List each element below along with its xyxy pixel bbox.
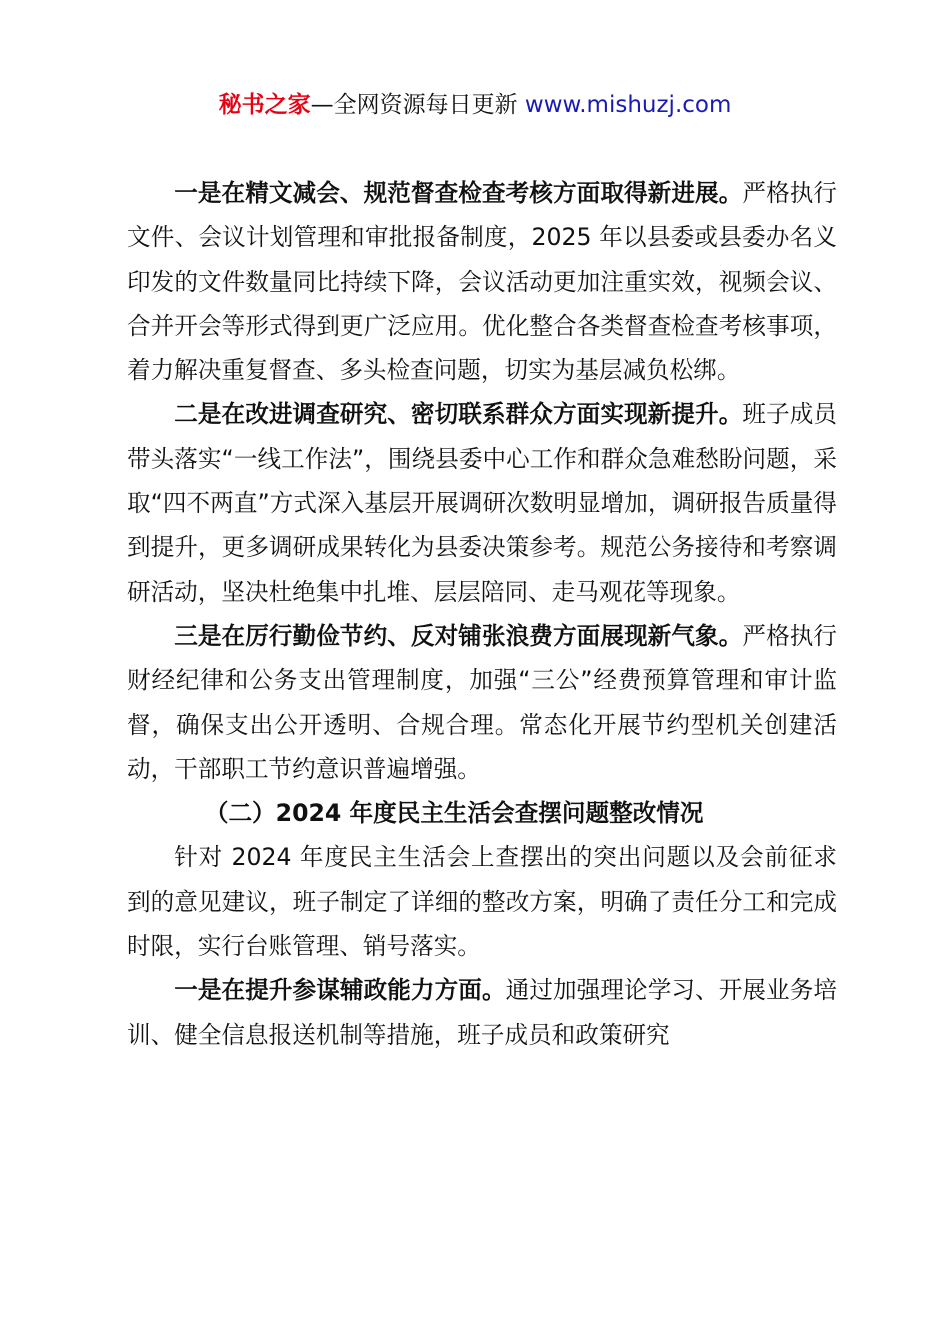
paragraph-2-text: 班子成员带头落实“一线工作法”，围绕县委中心工作和群众急难愁盼问题，采取“四不两直”方式深入基层开展调研次数明显增加，调研报告质量得到提升，更多调研成果转化为县委决策参考。规范公务接待和考察调研活动，坚决杜绝集中扎堆、层层陪同、走马观花等现象。: [127, 400, 838, 606]
document-body: [127, 171, 837, 1057]
site-url-link[interactable]: www.mishuzj.com: [524, 92, 732, 118]
intro-paragraph: 针对 2024 年度民主生活会上查摆出的突出问题以及会前征求到的意见建议，班子制定了详细的整改方案，明确了责任分工和完成时限，实行台账管理、销号落实。: [127, 843, 837, 961]
header-tagline: 全网资源每日更新: [333, 92, 518, 118]
brand-name: 秘书之家: [218, 92, 311, 118]
paragraph-2-lead: 二是在改进调查研究、密切联系群众方面实现新提升。: [174, 400, 743, 429]
paragraph-3: [127, 614, 837, 791]
paragraph-1: [127, 171, 837, 392]
section-heading: （二）2024 年度民主生活会查摆问题整改情况: [204, 799, 704, 828]
paragraph-2: [127, 392, 837, 613]
paragraph-1-lead: 一是在精文减会、规范督查检查考核方面取得新进展。: [174, 179, 743, 207]
header-separator: —: [310, 92, 334, 118]
paragraph-4: [127, 968, 837, 1057]
paragraph-4-text: 通过加强理论学习、开展业务培训、健全信息报送机制等措施，班子成员和政策研究: [127, 976, 838, 1049]
paragraph-1-text: 严格执行文件、会议计划管理和审批报备制度，2025 年以县委或县委办名义印发的文件数量同比持续下降，会议活动更加注重实效，视频会议、合并开会等形式得到更广泛应用。优化整合各类督查检查考核事项，着力解决重复督查、多头检查问题，切实为基层减负松绑。: [127, 179, 838, 385]
paragraph-4-lead: 一是在提升参谋辅政能力方面。: [174, 976, 506, 1005]
site-header: [0, 88, 950, 122]
paragraph-3-text: 严格执行财经纪律和公务支出管理制度，加强“三公”经费预算管理和审计监督，确保支出公开透明、合规合理。常态化开展节约型机关创建活动，干部职工节约意识普遍增强。: [127, 621, 838, 783]
paragraph-3-lead: 三是在厉行勤俭节约、反对铺张浪费方面展现新气象。: [174, 621, 743, 650]
